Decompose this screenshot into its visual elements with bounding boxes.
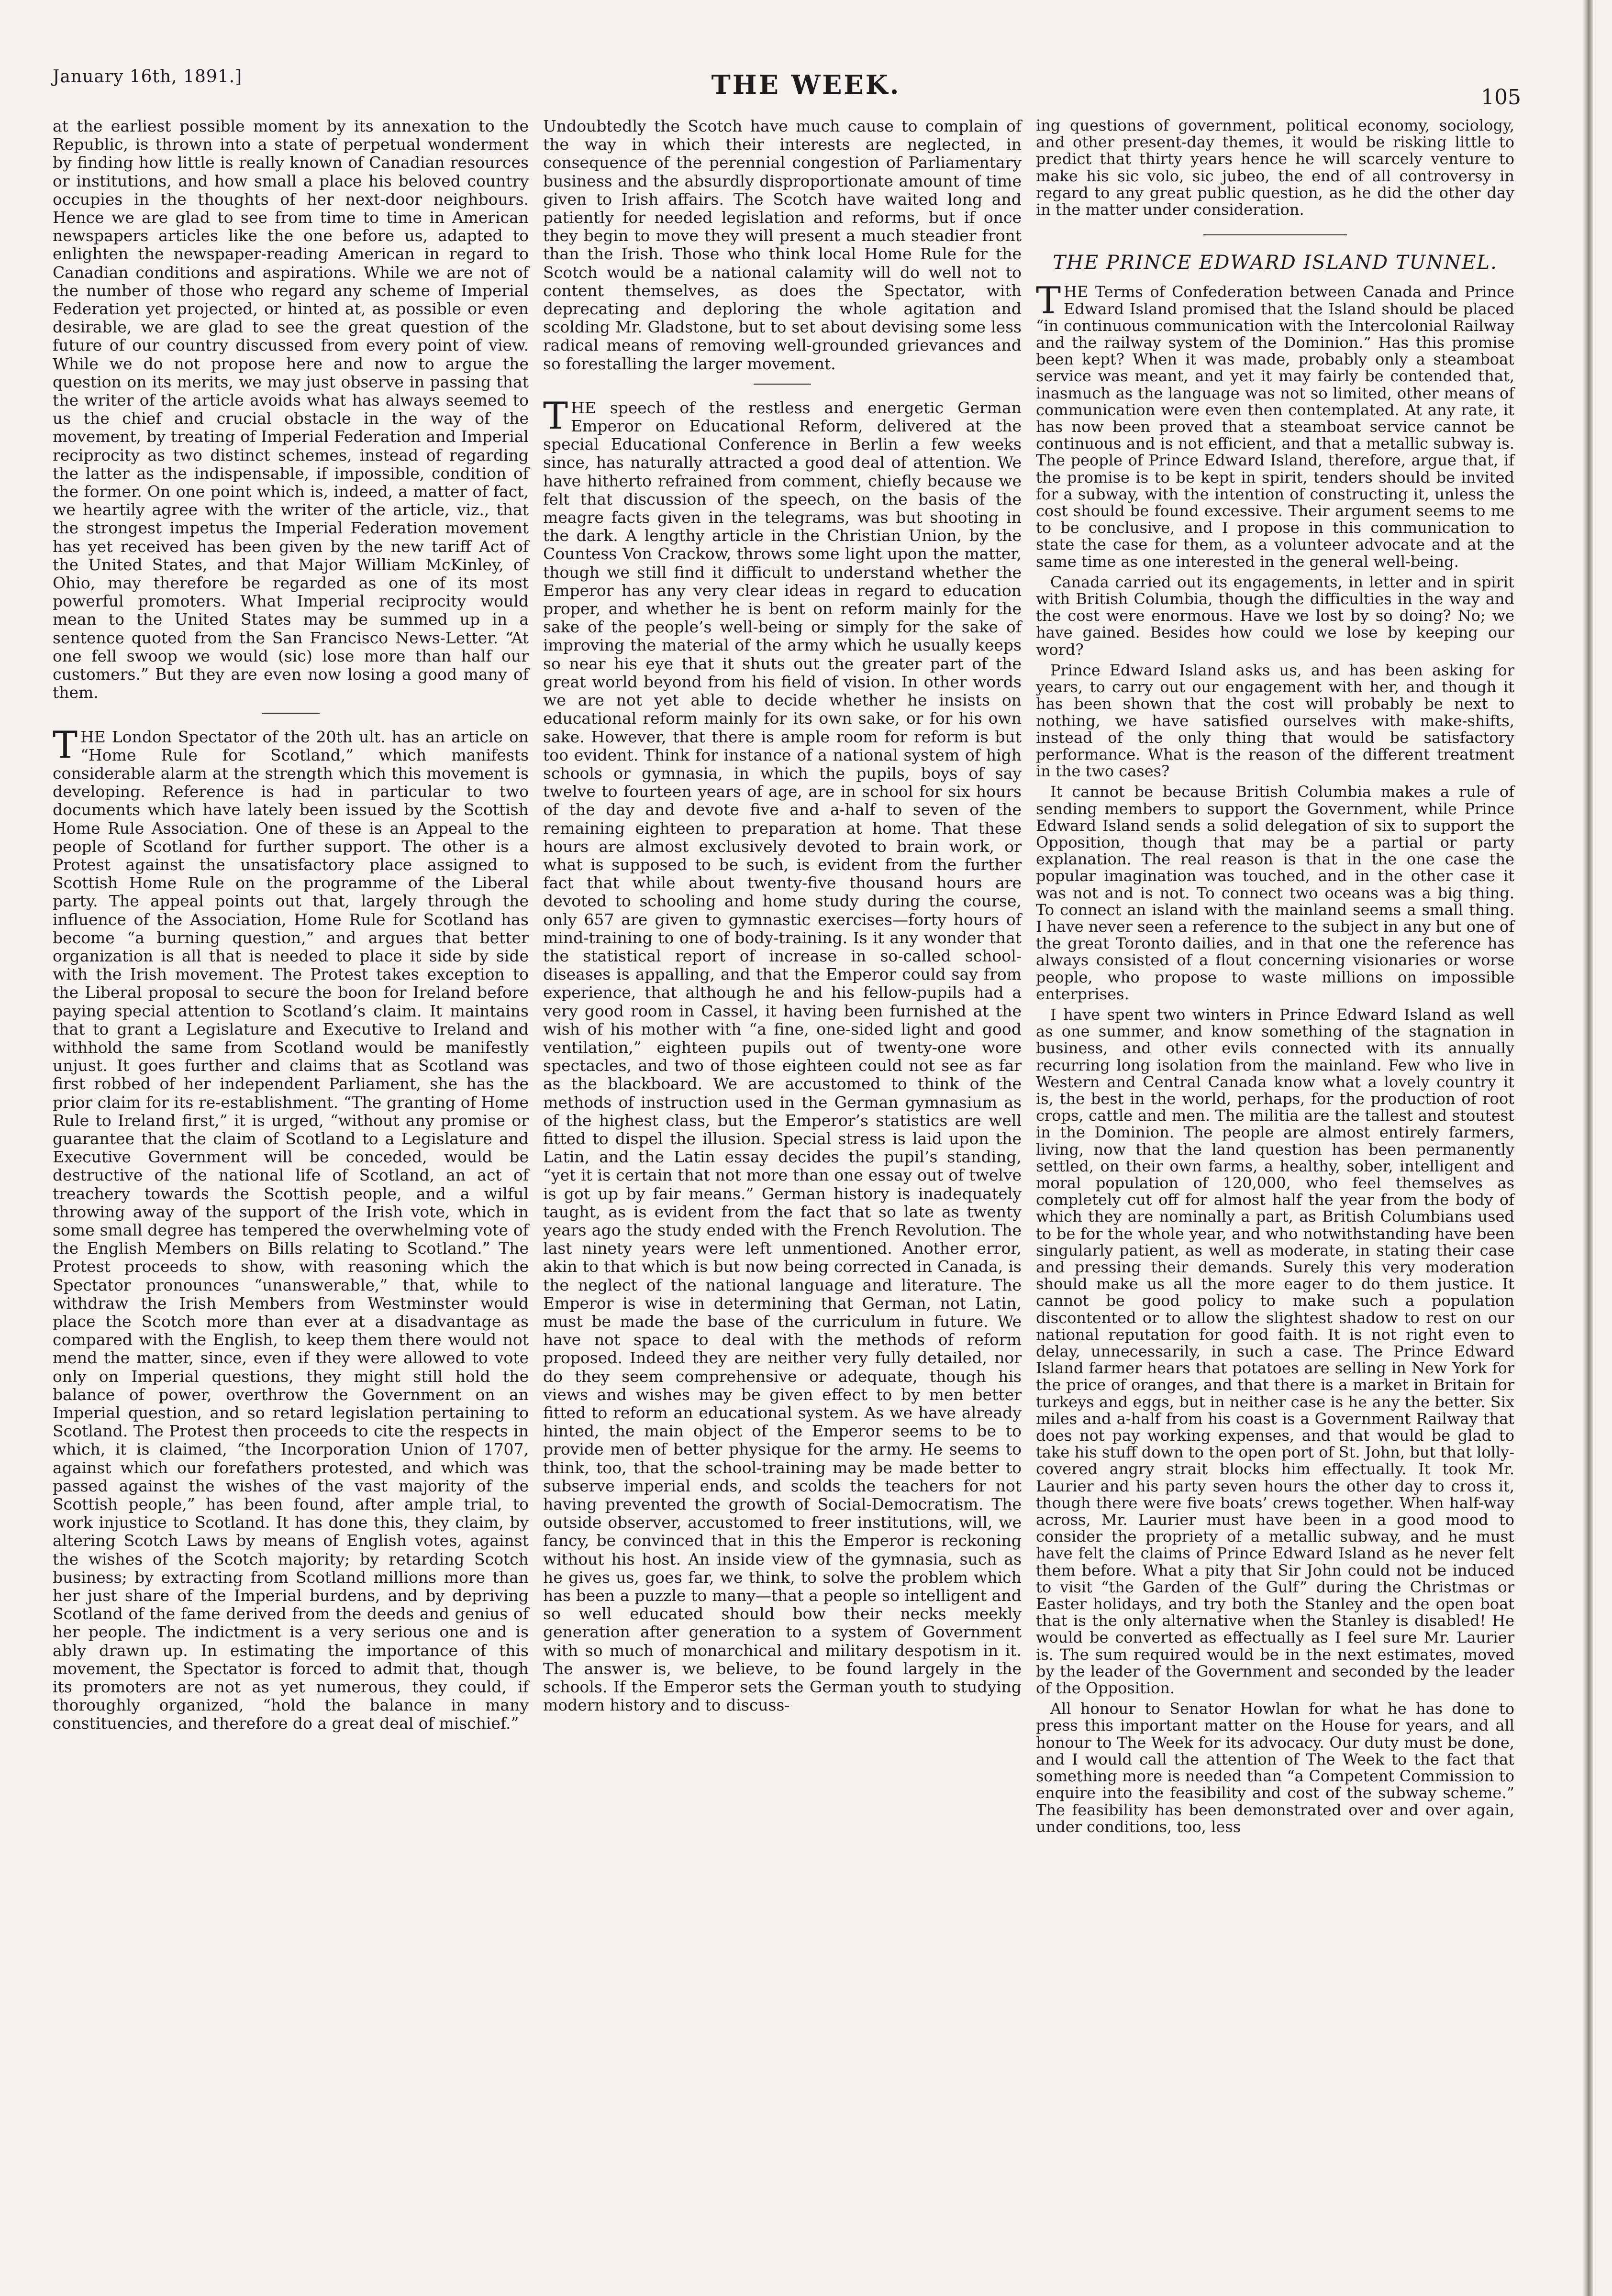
issue-date: January 16th, 1891.] [53,67,243,87]
article-paragraph: ing questions of government, political economy, sociology, and other present-day themes, it would be risking little to predict that thirty years hence he will scarcely venture to make his sic volo, sic jubeo, the end of all controversy in regard to any great public question, as he did the other day in the matter under consideration. [1036,116,1514,219]
article-text: HE London Spectator of the 20th ult. has an article on “Home Rule for Scotland,” which manifests considerable alarm at the strength which this movement is developing. Reference is had in particular to two documents which have lately been issued by the Scottish Home Rule Association. One of these is an Appeal to the people of Scotland for further support. The other is a Protest against the unsatisfactory place assigned to Scottish Home Rule on the programme of the Liberal party. The appeal points out that, largely through the influence of the Association, Home Rule for Scotland has become “a burning question,” and argues that better organization is all that is needed to place it side by side with the Irish movement. The Protest takes exception to the Liberal proposal to secure the boon for Ireland before paying special attention to Scotland’s claim. It maintains that to grant a Legislature and Executive to Ireland and withhold the same from Scotland would be manifestly unjust. It goes further and claims that as Scotland was first robbed of her independent Parliament, she has the prior claim for its re-establishment. “The granting of Home Rule to Ireland first,” it is urged, “without any promise or guarantee that the claim of Scotland to a Legislature and Executive Government will be conceded, would be destructive of the national life of Scotland, an act of treachery towards the Scottish people, and a wilful throwing away of the support of the Irish vote, which in some small degree has tempered the overwhelming vote of the English Members on Bills relating to Scotland.” The Protest proceeds to show, with reasoning which the Spectator pronounces “unanswerable,” that, while to withdraw the Irish Members from Westminster would place the Scotch more than ever at a disadvantage as compared with the English, to keep them there would not mend the matter, since, even if they were allowed to vote only on Imperial questions, they might still hold the balance of power, overthrow the Government on an Imperial question, and so retard legislation pertaining to Scotland. The Protest then proceeds to cite the respects in which, it is claimed, “the Incorporation Union of 1707, against which our forefathers protested, and which was passed against the wishes of the vast majority of the Scottish people,” has been found, after ample trial, to work injustice to Scotland. It has done this, they claim, by altering Scotch Laws by means of English votes, against the wishes of the Scotch majority; by retarding Scotch business; by extracting from Scotland millions more than her just share of the Imperial burdens, and by depriving Scotland of the fame derived from the deeds and genius of her people. The indictment is a very serious one and is ably drawn up. In estimating the importance of this movement, the Spectator is forced to admit that, though its promoters are not as yet numerous, they could, if thoroughly organized, “hold the balance in many constituencies, and therefore do a great deal of mischief.” [53,727,529,1733]
column-divider [1203,234,1347,235]
article-paragraph: It cannot be because British Columbia makes a rule of sending members to support the Government, while Prince Edward Island sends a solid delegation of six to support the Opposition, though that may be a partial or party explanation. The real reason is that in the one case the popular imagination was touched, and in the other case it was not and is not. To connect two oceans was a big thing. To connect an island with the mainland seems a small thing. I have never seen a reference to the subject in any but one of the great Toronto dailies, and in that one the reference has always consisted of a flout concerning visionaries or worse people, who propose to waste millions on impossible enterprises. [1036,783,1514,1003]
drop-cap: T [53,723,78,767]
page-number: 105 [1481,85,1521,110]
drop-cap: T [1036,279,1061,323]
article-text: HE speech of the restless and energetic German Emperor on Educational Reform, delivered at the special Educational Conference in Berlin a few weeks since, has naturally attracted a good deal of attention. We have hitherto refrained from comment, chiefly because we felt that discussion of the speech, on the basis of the meagre facts given in the telegrams, was but shooting in the dark. A lengthy article in the Christian Union, by the Countess Von Crackow, throws some light upon the matter, though we still find it difficult to understand whether the Emperor has any very clear ideas in regard to education proper, and whether he is bent on reform mainly for the sake of the people’s well-being or simply for the sake of improving the material of the army which he usually keeps so near his eye that it shuts out the greater part of the great world beyond from his field of vision. In other words we are not yet able to decide whether he insists on educational reform mainly for its own sake, or for his own sake. However, that there is ample room for reform is but too evident. Think for instance of a national system of high schools or gymnasia, in which the pupils, boys of say twelve to fourteen years of age, are in school for six hours of the day and devote five and a-half to seven of the remaining eighteen to preparation at home. That these hours are almost exclusively devoted to brain work, or what is supposed to be such, is evident from the further fact that while about twenty-five thousand hours are devoted to schooling and home study during the course, only 657 are given to gymnastic exercises—forty hours of mind-training to one of body-training. Is it any wonder that the statistical report of increase in so-called school-diseases is appalling, and that the Emperor could say from experience, that although he and his fellow-pupils had a very good room in Cassel, it having been furnished at the wish of his mother with “a fine, one-sided light and good ventilation,” eighteen pupils out of twenty-one wore spectacles, and two of those eighteen could not see as far as the blackboard. We are accustomed to think of the methods of instruction used in the German gymnasium as of the highest class, but the Emperor’s statistics are well fitted to dispel the illusion. Special stress is laid upon the Latin, and the Latin essay decides the pupil’s standing, “yet it is certain that not more than one essay out of twelve is got up by fair means.” German history is inadequately taught, as is evident from the fact that so late as twenty years ago the study ended with the French Revolution. The last ninety years were left unmentioned. Another error, akin to that which is but now being corrected in Canada, is the neglect of the national language and literature. The Emperor is wise in determining that German, not Latin, must be made the base of the curriculum in future. We have not space to deal with the methods of reform proposed. Indeed they are neither very fully detailed, nor do they seem comprehensive or adequate, though his views and wishes may be given effect to by men better fitted to reform an educational system. As we have already hinted, the main object of the Emperor seems to be to provide men of better physique for the army. He seems to think, too, that the school-training may be made better to subserve imperial ends, and scolds the teachers for not having prevented the growth of Social-Democratism. The outside observer, accustomed to freer institutions, will, we fancy, be convinced that in this the Emperor is reckoning without his host. An inside view of the gymnasia, such as he gives us, goes far, we think, to solve the problem which has been a puzzle to many—that a people so intelligent and so well educated should bow their necks meekly generation after generation to a system of Government with so much of monarchical and military despotism in it. The answer is, we believe, to be found largely in the schools. If the Emperor sets the German youth to studying modern history and to discuss- [543,398,1022,1715]
page-binding-edge [1582,0,1593,2296]
article-paragraph [543,394,1022,1715]
column-2 [543,117,1022,1718]
article-paragraph [53,723,529,1733]
article-paragraph: Prince Edward Island asks us, and has been asking for years, to carry out our engagement with her, and though it has been shown that the cost will probably be next to nothing, we have satisfied ourselves with make-shifts, instead of the only thing that would be satisfactory performance. What is the reason of the different treatment in the two cases? [1036,661,1514,781]
column-1 [53,117,529,1737]
column-divider [262,713,320,714]
article-paragraph: All honour to Senator Howlan for what he has done to press this important matter on the House for years, and all honour to The Week for its advocacy. Our duty must be done, and I would call the attention of The Week to the fact that something more is needed than “a Competent Commission to enquire into the feasibility and cost of the subway scheme.” The feasibility has been demonstrated over and over again, under conditions, too, less [1036,1700,1514,1836]
article-paragraph: Canada carried out its engagements, in letter and in spirit with British Columbia, though the difficulties in the way and the cost were enormous. Have we lost by so doing? No; we have gained. Besides how could we lose by keeping our word? [1036,573,1514,659]
drop-cap: T [543,394,568,438]
article-paragraph: at the earliest possible moment by its annexation to the Republic, is thrown into a state of perpetual wonderment by finding how little is really known of Canadian resources or institutions, and how small a place his beloved country occupies in the thoughts of her next-door neighbours. Hence we are glad to see from time to time in American newspapers articles like the one before us, adapted to enlighten the newspaper-reading American in regard to Canadian conditions and aspirations. While we are not of the number of those who regard any scheme of Imperial Federation yet projected, or hinted at, as possible or even desirable, we are glad to see the great question of the future of our country discussed from every point of view. While we do not propose here and now to argue the question on its merits, we may just observe in passing that the writer of the article avoids what has always seemed to us the chief and crucial obstacle in the way of the movement, by treating of Imperial Federation and Imperial reciprocity as two distinct schemes, instead of regarding the latter as the indispensable, if impossible, condition of the former. On one point which is, indeed, a matter of fact, we heartily agree with the writer of the article, viz., that the strongest impetus the Imperial Federation movement has yet received has been given by the new tariff Act of the United States, and that Major William McKinley, of Ohio, may therefore be regarded as one of its most powerful promoters. What Imperial reciprocity would mean to the United States may be summed up in a sentence quoted from the San Francisco News-Letter. “At one fell swoop we would (sic) lose more than half our customers.” But they are even now losing a good many of them. [53,117,529,702]
masthead-title: THE WEEK. [711,69,901,100]
article-paragraph: I have spent two winters in Prince Edward Island as well as one summer, and know something of the stagnation in business, and other evils connected with its annually recurring long isolation from the mainland. Few who live in Western and Central Canada know what a lovely country it is, the best in the world, perhaps, for the production of root crops, cattle and men. The militia are the tallest and stoutest in the Dominion. The people are almost entirely farmers, living, now that the land question has been permanently settled, on their own farms, a healthy, sober, intelligent and moral population of 120,000, who feel themselves as completely cut off for almost half the year from the body of which they are nominally a part, as British Columbians used to be for the whole year, and who notwithstanding have been singularly patient, as well as moderate, in stating their case and pressing their demands. Surely this very moderation should make us all the more eager to do them justice. It cannot be good policy to make such a population discontented or to allow the slightest shadow to rest on our national reputation for good faith. It is not right even to delay, unnecessarily, in such a case. The Prince Edward Island farmer hears that potatoes are selling in New York for the price of oranges, and that there is a market in Britain for turkeys and eggs, but in neither case is he any the better. Six miles and a-half from his coast is a Government Railway that does not pay working expenses, and that would be glad to take his stuff down to the open port of St. John, but that lolly-covered angry strait blocks him effectually. It took Mr. Laurier and his party seven hours the other day to cross it, though there were five boats’ crews together. When half-way across, Mr. Laurier must have been in a good mood to consider the propriety of a metallic subway, and he must have felt the claims of Prince Edward Island as he never felt them before. What a pity that Sir John could not be induced to visit “the Garden of the Gulf” during the Christmas or Easter holidays, and try both the Stanley and the open boat that is the only alternative when the Stanley is disabled! He would be converted as effectually as I feel sure Mr. Laurier is. The sum required would be in the next estimates, moved by the leader of the Government and seconded by the leader of the Opposition. [1036,1005,1514,1698]
column-3 [1036,117,1514,1839]
article-text: HE Terms of Confederation between Canada and Prince Edward Island promised that the Island should be placed “in continuous communication with the Intercolonial Railway and the railway system of the Dominion.” Has this promise been kept? When it was made, probably only a steamboat service was meant, and yet it may fairly be contended that, inasmuch as the language was not so limited, other means of communication were even then contemplated. At any rate, it has now been proved that a steamboat service cannot be continuous and is not efficient, and that a metallic subway is. The people of Prince Edward Island, therefore, argue that, if the promise is to be kept in spirit, tenders should be invited for a subway, with the intention of constructing it, unless the cost should be found excessive. Their argument seems to me to be conclusive, and I propose in this communication to state the case for them, as a volunteer advocate and at the same time as one interested in the general well-being. [1036,283,1514,571]
article-paragraph [1036,279,1514,571]
article-paragraph: Undoubtedly the Scotch have much cause to complain of the way in which their interests are neglected, in consequence of the perennial congestion of Parliamentary business and the absurdly disproportionate amount of time given to Irish affairs. The Scotch have waited long and patiently for needed legislation and reforms, but if once they begin to move they will present a much steadier front than the Irish. Those who think local Home Rule for the Scotch would be a national calamity will do well not to content themselves, as does the Spectator, with deprecating and deploring the whole agitation and scolding Mr. Gladstone, but to set about devising some less radical means of removing well-grounded grievances and so forestalling the larger movement. [543,117,1022,373]
column-divider [754,384,811,385]
section-heading: THE PRINCE EDWARD ISLAND TUNNEL. [1053,252,1498,274]
